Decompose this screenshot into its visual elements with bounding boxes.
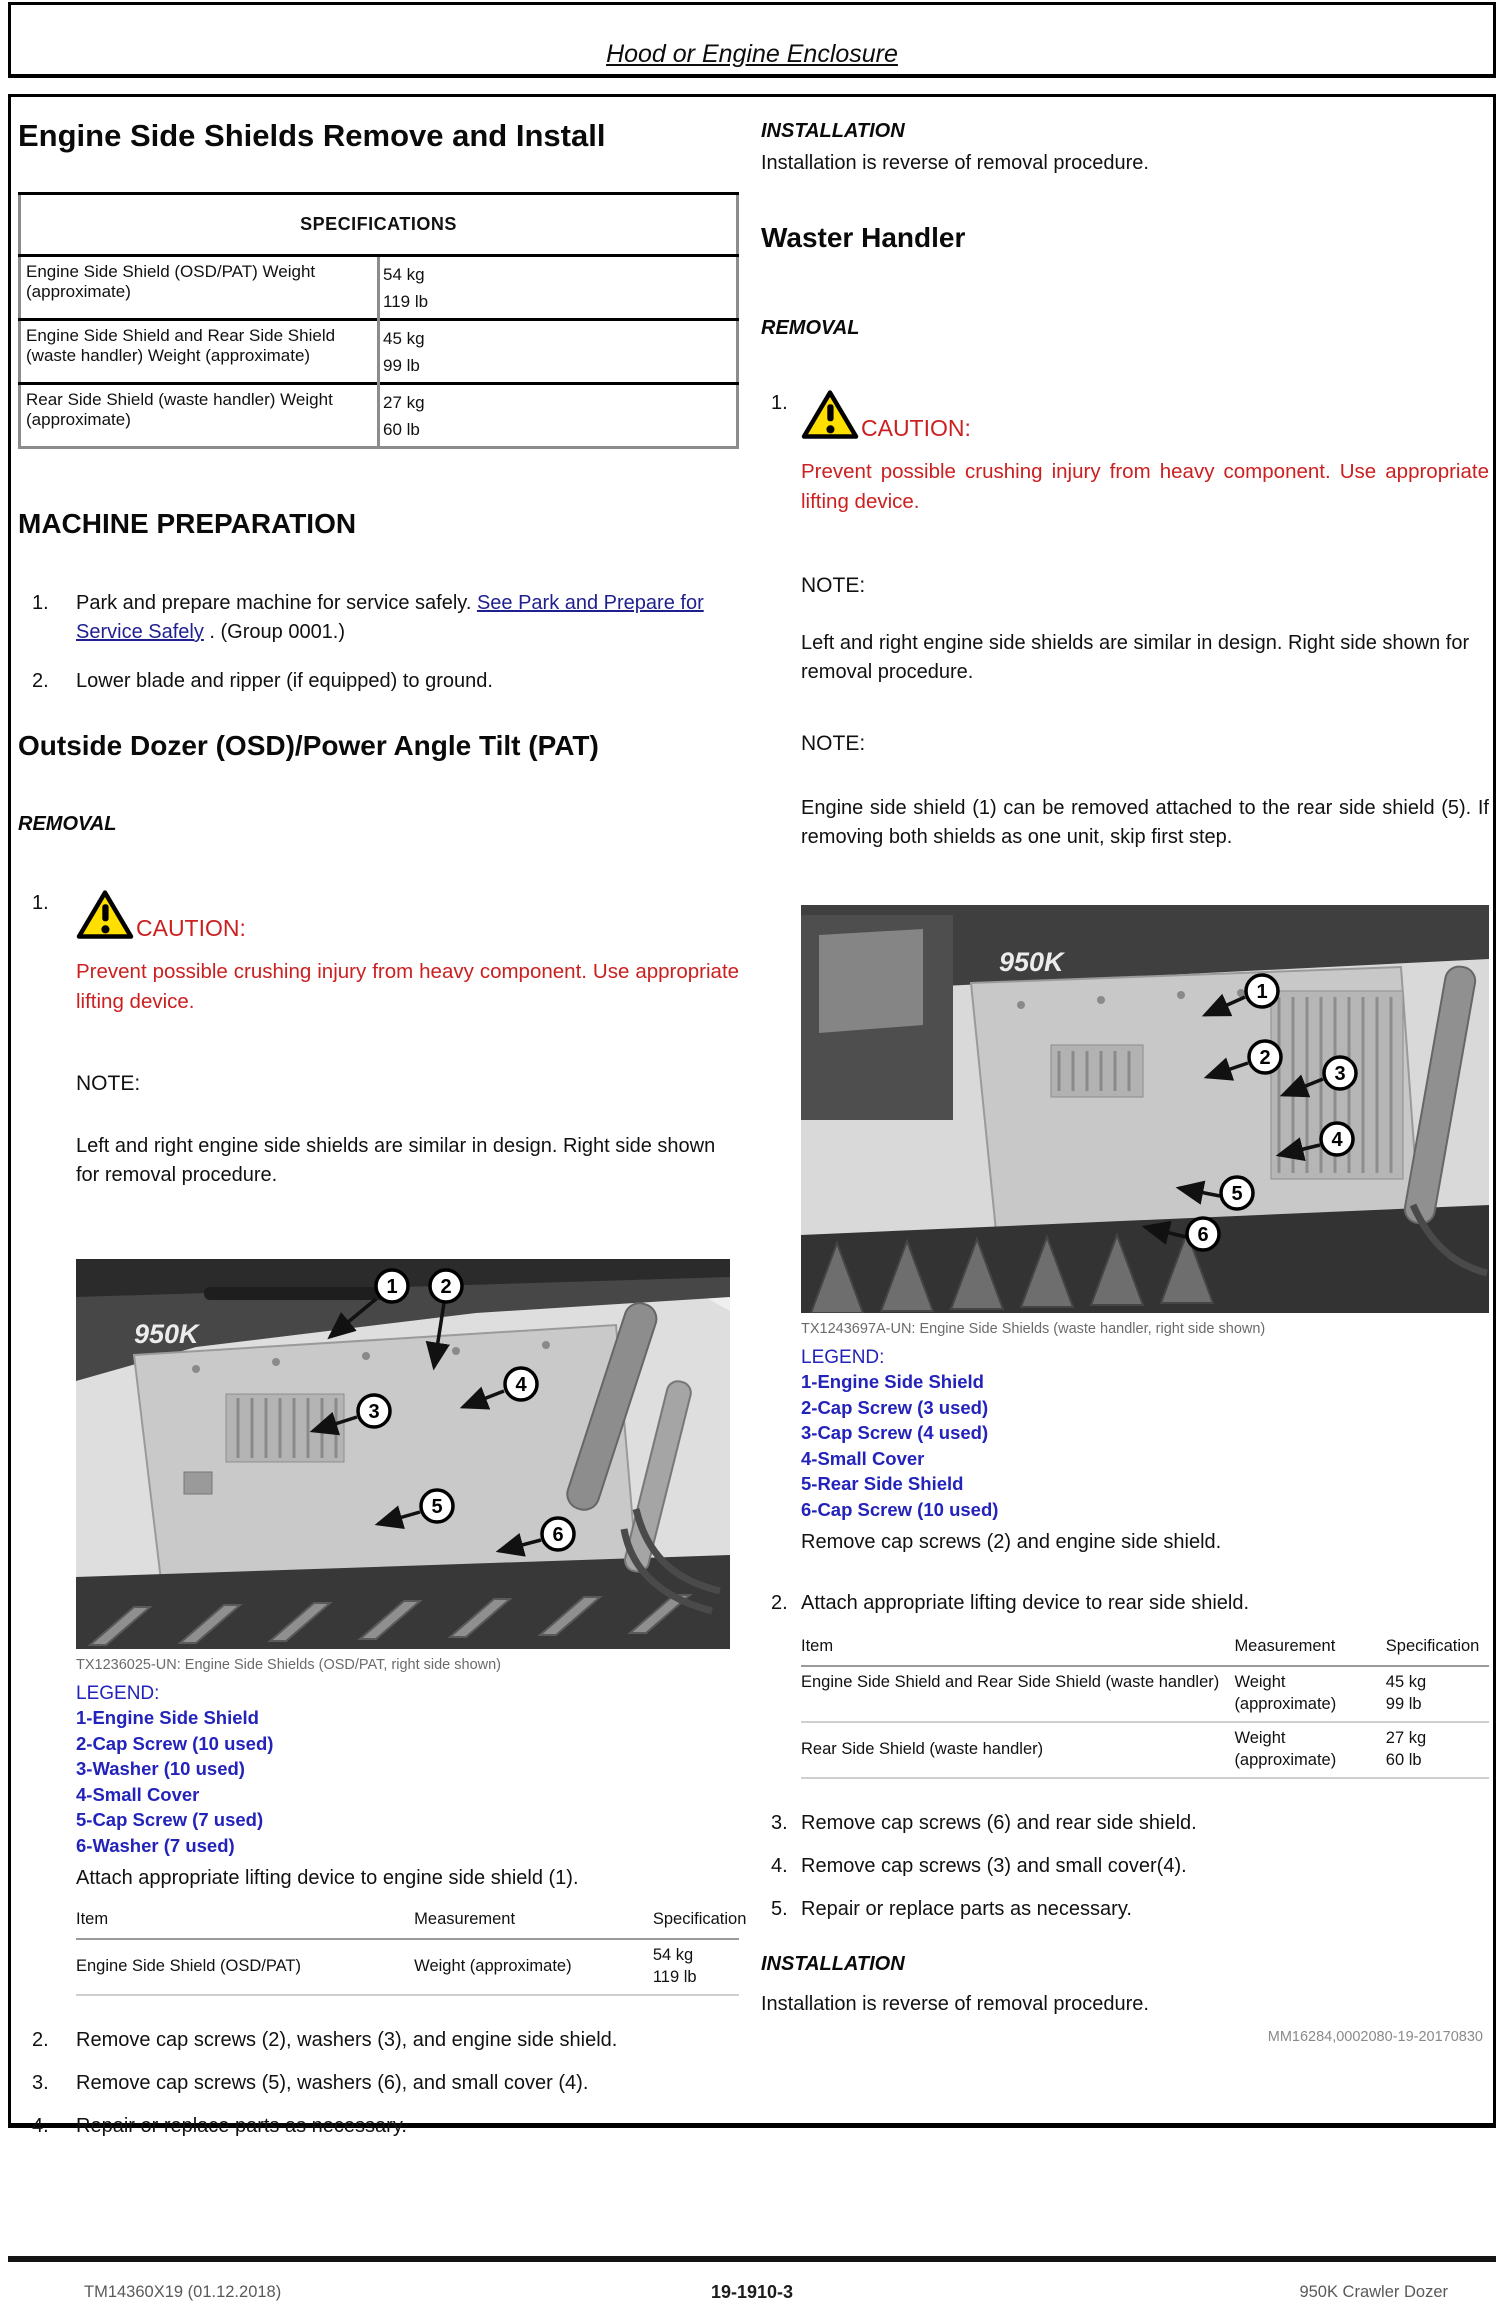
section-heading-waster-handler: Waster Handler <box>761 222 966 253</box>
footer-manual-number: TM14360X19 (01.12.2018) <box>84 2283 282 2301</box>
item-cell: Engine Side Shield and Rear Side Shield (waste handler) <box>801 1666 1234 1722</box>
footer-page-number: 19-1910-3 <box>710 2282 794 2302</box>
figure-waste-handler-photo <box>801 905 1489 1313</box>
figure-waste-handler <box>801 905 1489 1522</box>
legend-item: 6-Cap Screw (10 used) <box>801 1498 999 1520</box>
table-row <box>20 384 738 448</box>
list-item: 2. Remove cap screws (2), washers (3), and engine side shield. <box>18 2026 739 2055</box>
left-column <box>18 97 747 2141</box>
subheading-installation: INSTALLATION <box>761 1953 905 1975</box>
spec-label: Engine Side Shield and Rear Side Shield (waste handler) Weight (approximate) <box>20 320 379 384</box>
legend-item: 6-Washer (7 used) <box>76 1834 235 1856</box>
svg-text:2: 2 <box>440 1276 452 1298</box>
spec-label: Rear Side Shield (waste handler) Weight (approximate) <box>20 384 379 448</box>
column-header: Specification <box>653 1903 739 1939</box>
step-text: Park and prepare machine for service safely. See Park and Prepare for Service Safely . (Group 0001.) <box>76 592 704 643</box>
caution-header <box>801 389 1489 441</box>
svg-text:1: 1 <box>386 1276 398 1298</box>
step-text: Repair or replace parts as necessary. <box>76 2115 407 2137</box>
measurement-cell: Weight (approximate) <box>414 1939 653 1995</box>
specifications-table <box>18 192 739 449</box>
footer-model-name: 950K Crawler Dozer <box>1299 2283 1448 2301</box>
legend-item: 1-Engine Side Shield <box>801 1371 984 1392</box>
section-heading-machine-preparation: MACHINE PREPARATION <box>18 508 357 539</box>
caution-text: Prevent possible crushing injury from heavy component. Use appropriate lifting device. <box>801 460 1489 513</box>
warning-triangle-icon <box>801 389 859 441</box>
removal-steps-continued <box>18 2026 739 2141</box>
figure-caption: TX1236025-UN: Engine Side Shields (OSD/PAT, right side shown) <box>76 1657 502 1673</box>
specification-cell: 27 kg 60 lb <box>1386 1722 1489 1778</box>
item-specification-table <box>801 1630 1489 1779</box>
caution-label: CAUTION: <box>861 415 971 441</box>
step-text: Repair or replace parts as necessary. <box>801 1898 1132 1920</box>
note-text: Left and right engine side shields are similar in design. Right side shown for removal procedure. <box>76 1135 716 1186</box>
spec-value: 27 kg 60 lb <box>379 384 738 448</box>
removal-steps <box>18 889 747 1996</box>
step-text: Lower blade and ripper (if equipped) to ground. <box>76 670 493 692</box>
machine-prep-steps <box>18 589 739 696</box>
document-code: MM16284,0002080-19-20170830 <box>1267 2029 1483 2045</box>
list-item: 4. Remove cap screws (3) and small cover(4). <box>761 1852 1489 1881</box>
figure-osd-pat-photo <box>76 1259 730 1649</box>
table-row <box>76 1939 739 1995</box>
removal-steps-continued <box>761 1809 1489 1924</box>
measurement-cell: Weight (approximate) <box>1234 1666 1385 1722</box>
legend-label: LEGEND: <box>76 1683 160 1704</box>
list-item: 1. CAUTION: Prevent possible crushing injury from heavy component. Use appropriate lifting device. NOTE: Left and right engine side shields are similar in design. Right side shown for removal procedure. NOTE: Engine side shield (1) can be removed attached to the rear side shield (5). If removing both shields as one unit, skip first step. 950K 1 2 3 4 5 6 TX1243697A-UN: Engine Side Shields (waste handler, right side shown) LEGEND: 1-Engine Side Shield 2-Cap Screw (3 used) 3-Cap Screw (4 used) 4-Small Cover 5-Rear Side Shield 6-Cap Screw (10 used) Remove cap screws (2) and engine side shield. <box>761 389 1489 1557</box>
list-item: 3. Remove cap screws (6) and rear side shield. <box>761 1809 1489 1838</box>
svg-text:4: 4 <box>1331 1129 1343 1151</box>
spec-label: Engine Side Shield (OSD/PAT) Weight (approximate) <box>20 256 379 320</box>
caution-label: CAUTION: <box>136 915 246 941</box>
list-item: 5. Repair or replace parts as necessary. <box>761 1895 1489 1924</box>
legend-item: 5-Cap Screw (7 used) <box>76 1809 264 1830</box>
machine-model-decal: 950K <box>134 1319 199 1349</box>
list-item: 1. Park and prepare machine for service safely. See Park and Prepare for Service Safely . (Group 0001.) <box>18 589 739 647</box>
note-label: NOTE: <box>76 1072 141 1095</box>
legend-label: LEGEND: <box>801 1347 885 1368</box>
step-text: Attach appropriate lifting device to rear side shield. <box>801 1592 1250 1614</box>
legend-item: 3-Washer (10 used) <box>76 1758 245 1779</box>
chapter-title: Hood or Engine Enclosure <box>606 40 898 68</box>
svg-text:5: 5 <box>431 1496 443 1518</box>
legend-item: 5-Rear Side Shield <box>801 1473 964 1494</box>
svg-text:3: 3 <box>368 1401 380 1423</box>
column-header: Item <box>801 1630 1234 1666</box>
table-row <box>20 320 738 384</box>
measurement-cell: Weight (approximate) <box>1234 1722 1385 1778</box>
legend-item: 4-Small Cover <box>801 1447 925 1469</box>
spec-value: 45 kg 99 lb <box>379 320 738 384</box>
footer-divider <box>8 2256 1496 2262</box>
machine-model-decal: 950K <box>999 947 1064 977</box>
note-label: NOTE: <box>801 574 866 597</box>
column-header: Specification <box>1386 1630 1489 1666</box>
note-text: Left and right engine side shields are similar in design. Right side shown for removal procedure. <box>801 632 1470 683</box>
page-header <box>8 2 1496 78</box>
specification-cell: 45 kg 99 lb <box>1386 1666 1489 1722</box>
step-text: Remove cap screws (2), washers (3), and engine side shield. <box>76 2029 618 2051</box>
subheading-removal: REMOVAL <box>761 317 860 339</box>
legend-item: 1-Engine Side Shield <box>76 1707 259 1728</box>
installation-text: Installation is reverse of removal procedure. <box>761 152 1149 174</box>
list-item: 3. Remove cap screws (5), washers (6), and small cover (4). <box>18 2069 739 2098</box>
subheading-removal: REMOVAL <box>18 813 117 835</box>
step-text: Remove cap screws (2) and engine side shield. <box>801 1531 1222 1553</box>
list-item: 1. CAUTION: Prevent possible crushing injury from heavy component. Use appropriate lifting device. NOTE: Left and right engine side shields are similar in design. Right side shown for removal procedure. 950K 1 2 3 4 5 6 TX1236025-UN: Engine Side Shields (OSD/PAT, right side shown) LEGEND: 1-Engine Side Shield 2-Cap Screw (10 used) 3-Washer (10 used) 4-Small Cover 5-Cap Screw (7 used) 6-Washer (7 used) Attach appropriate lifting device to engine side shield (1). Item Measurement Specification Engine Side Shield (OSD/PAT) Weight (approximate) 54 kg 119 lb <box>18 889 739 1996</box>
caution-header <box>76 889 739 941</box>
table-row <box>801 1722 1489 1778</box>
legend-item: 2-Cap Screw (10 used) <box>76 1732 274 1754</box>
content-frame <box>8 94 1496 2137</box>
table-row <box>801 1666 1489 1722</box>
svg-text:6: 6 <box>1197 1224 1209 1246</box>
removal-steps <box>761 389 1489 1779</box>
section-heading-osd-pat: Outside Dozer (OSD)/Power Angle Tilt (PAT) <box>18 730 599 761</box>
column-header: Measurement <box>1234 1630 1385 1666</box>
item-cell: Rear Side Shield (waste handler) <box>801 1722 1234 1778</box>
figure-osd-pat <box>76 1259 739 1858</box>
figure-caption: TX1243697A-UN: Engine Side Shields (waste handler, right side shown) <box>801 1321 1266 1337</box>
subheading-installation: INSTALLATION <box>761 120 905 142</box>
note-label: NOTE: <box>801 732 866 755</box>
caution-text: Prevent possible crushing injury from heavy component. Use appropriate lifting device. <box>76 960 740 1013</box>
step-text: Remove cap screws (3) and small cover(4). <box>801 1855 1187 1877</box>
svg-text:5: 5 <box>1231 1183 1243 1205</box>
step-text: Attach appropriate lifting device to engine side shield (1). <box>76 1867 579 1889</box>
column-header: Measurement <box>414 1903 653 1939</box>
svg-text:2: 2 <box>1259 1047 1271 1069</box>
legend-item: 3-Cap Screw (4 used) <box>801 1422 989 1443</box>
warning-triangle-icon <box>76 889 134 941</box>
spec-table-title: SPECIFICATIONS <box>20 194 738 256</box>
step-text: Remove cap screws (5), washers (6), and small cover (4). <box>76 2072 589 2094</box>
specification-cell: 54 kg 119 lb <box>653 1939 739 1995</box>
svg-text:3: 3 <box>1334 1063 1346 1085</box>
see-park-and-prepare-link[interactable]: See Park and Prepare for Service Safely <box>76 592 704 643</box>
legend-item: 4-Small Cover <box>76 1783 200 1805</box>
list-item: 2. Lower blade and ripper (if equipped) to ground. <box>18 667 739 696</box>
svg-text:1: 1 <box>1256 981 1268 1003</box>
table-row <box>20 256 738 320</box>
right-column <box>761 97 1489 2045</box>
item-cell: Engine Side Shield (OSD/PAT) <box>76 1939 414 1995</box>
list-item: 2. Attach appropriate lifting device to rear side shield. Item Measurement Specification Engine Side Shield and Rear Side Shield (waste handler) Weight (approximate) 45 kg 99 lb Rear Side Shield (waste handler) Weight (approximate) 27 kg 60 lb <box>761 1589 1489 1779</box>
step-text: Remove cap screws (6) and rear side shield. <box>801 1812 1197 1834</box>
installation-text: Installation is reverse of removal procedure. <box>761 1993 1149 2015</box>
svg-text:6: 6 <box>552 1524 564 1546</box>
column-header: Item <box>76 1903 414 1939</box>
spec-value: 54 kg 119 lb <box>379 256 738 320</box>
item-specification-table <box>76 1903 747 1996</box>
note-text: Engine side shield (1) can be removed attached to the rear side shield (5). If removing both shields as one unit, skip first step. <box>801 797 1489 848</box>
page-title: Engine Side Shields Remove and Install <box>18 118 606 153</box>
list-item: 4. Repair or replace parts as necessary. <box>18 2112 739 2141</box>
svg-text:4: 4 <box>515 1374 527 1396</box>
legend-item: 2-Cap Screw (3 used) <box>801 1396 989 1418</box>
